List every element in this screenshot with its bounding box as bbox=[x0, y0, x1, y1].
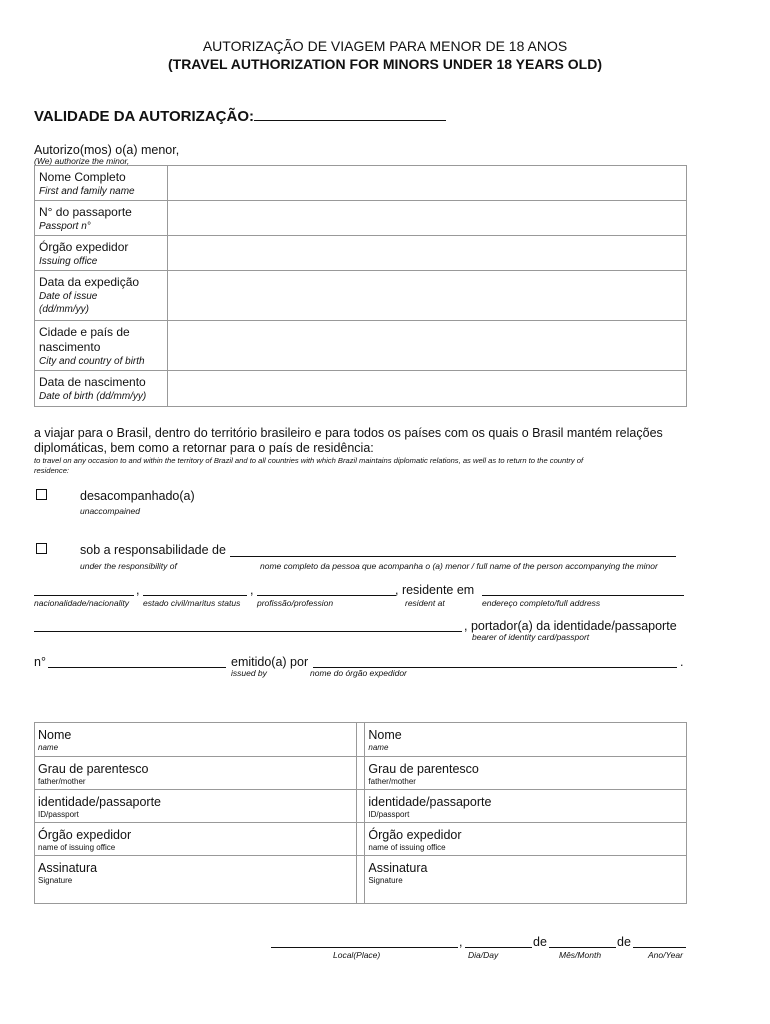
unaccompanied-label-en: unaccompained bbox=[80, 506, 141, 516]
cell-label-en: name bbox=[368, 743, 389, 752]
parent1-signature-cell[interactable] bbox=[35, 856, 357, 904]
table-row bbox=[35, 201, 687, 236]
profession-field[interactable] bbox=[257, 595, 396, 596]
travel-text-en-line2: residence: bbox=[34, 466, 70, 475]
day-label: Dia/Day bbox=[468, 950, 499, 960]
table-row bbox=[35, 371, 687, 407]
address-field[interactable] bbox=[482, 595, 684, 596]
column-gap bbox=[356, 856, 365, 904]
column-gap bbox=[356, 823, 365, 856]
de-2: de bbox=[617, 935, 631, 949]
issuing-office-field[interactable] bbox=[168, 236, 687, 271]
birthplace-field[interactable] bbox=[168, 321, 687, 371]
column-gap bbox=[356, 723, 365, 757]
place-comma: , bbox=[459, 935, 463, 949]
row-label bbox=[35, 371, 168, 407]
signatories-table bbox=[34, 722, 687, 904]
full-name-field[interactable] bbox=[168, 166, 687, 201]
validity-field[interactable] bbox=[254, 108, 446, 121]
cell-label-en: name of issuing office bbox=[368, 843, 446, 852]
table-row bbox=[35, 723, 687, 757]
place-label: Local(Place) bbox=[333, 950, 381, 960]
label-en: Date of issue bbox=[39, 291, 98, 302]
place-field[interactable] bbox=[271, 947, 458, 948]
document-number-field[interactable] bbox=[48, 667, 226, 668]
month-label: Mês/Month bbox=[559, 950, 602, 960]
number-label: n° bbox=[34, 655, 46, 669]
column-gap bbox=[356, 790, 365, 823]
document-title: AUTORIZAÇÃO DE VIAGEM PARA MENOR DE 18 ANOS bbox=[202, 38, 568, 54]
document-subtitle: (TRAVEL AUTHORIZATION FOR MINORS UNDER 18 YEARS OLD) bbox=[167, 56, 602, 72]
label-en-format: (dd/mm/yy) bbox=[39, 304, 89, 315]
bearer-label: , portador(a) da identidade/passaporte bbox=[464, 619, 677, 633]
row-label bbox=[35, 236, 168, 271]
issued-by-label-en: issued by bbox=[231, 668, 267, 678]
travel-text-line1: a viajar para o Brasil, dentro do território brasileiro e para todos os países com os quais o Brasil mantém relações bbox=[34, 426, 663, 440]
column-gap bbox=[356, 757, 365, 790]
label-pt: N° do passaporte bbox=[39, 205, 132, 219]
issued-by-label: emitido(a) por bbox=[231, 655, 309, 669]
cell-label-en: name bbox=[38, 743, 59, 752]
cell-label-en: ID/passport bbox=[38, 810, 79, 819]
profession-label: profissão/profession bbox=[257, 598, 334, 608]
issue-date-field[interactable] bbox=[168, 271, 687, 321]
table-row bbox=[35, 321, 687, 371]
row-label bbox=[35, 321, 168, 371]
parent2-id-cell[interactable] bbox=[365, 790, 687, 823]
companion-name-field[interactable] bbox=[230, 556, 676, 557]
resident-label-en: resident at bbox=[405, 598, 445, 608]
minor-info-table bbox=[34, 165, 687, 407]
row-label bbox=[35, 271, 168, 321]
label-pt: Data da expedição bbox=[39, 275, 140, 289]
comma-sep-1: , bbox=[136, 583, 140, 597]
resident-label: , residente em bbox=[395, 583, 475, 597]
bearer-name-field[interactable] bbox=[34, 631, 462, 632]
de-1: de bbox=[533, 935, 547, 949]
cell-label-en: father/mother bbox=[38, 777, 86, 786]
year-label: Ano/Year bbox=[648, 950, 683, 960]
passport-number-field[interactable] bbox=[168, 201, 687, 236]
intro-text: Autorizo(mos) o(a) menor, bbox=[34, 143, 180, 157]
cell-label: Nome bbox=[368, 728, 402, 742]
nationality-field[interactable] bbox=[34, 595, 134, 596]
cell-label: identidade/passaporte bbox=[368, 795, 492, 809]
label-pt: Órgão expedidor bbox=[39, 240, 129, 254]
table-row bbox=[35, 757, 687, 790]
label-en: City and country of birth bbox=[39, 356, 145, 367]
cell-label: Assinatura bbox=[38, 861, 98, 875]
label-en: Issuing office bbox=[39, 256, 98, 267]
cell-label-en: Signature bbox=[368, 876, 403, 885]
table-row bbox=[35, 790, 687, 823]
label-en: Date of birth (dd/mm/yy) bbox=[39, 391, 147, 402]
cell-label-en: ID/passport bbox=[368, 810, 410, 819]
travel-text-en-line1: to travel on any occasion to and within the territory of Brazil and to all countries with which Brazil maintains diplomatic relations, as well as to return to the country of bbox=[34, 456, 584, 465]
travel-text-line2: diplomáticas, bem como a retornar para o país de residência: bbox=[34, 441, 374, 455]
companion-name-hint: nome completo da pessoa que acompanha o (a) menor / full name of the person accompanying the minor bbox=[260, 561, 658, 571]
year-field[interactable] bbox=[633, 947, 686, 948]
address-label: endereço completo/full address bbox=[482, 598, 601, 608]
label-pt: Nome Completo bbox=[39, 170, 126, 184]
responsibility-label-en: under the responsibility of bbox=[80, 561, 177, 571]
label-en: First and family name bbox=[39, 186, 135, 197]
parent1-id-cell[interactable] bbox=[35, 790, 357, 823]
validity-row bbox=[34, 108, 446, 125]
birth-date-field[interactable] bbox=[168, 371, 687, 407]
cell-label-en: name of issuing office bbox=[38, 843, 116, 852]
cell-label: Assinatura bbox=[368, 861, 428, 875]
label-en: Passport n° bbox=[39, 221, 91, 232]
table-row bbox=[35, 823, 687, 856]
issuer-label: nome do órgão expedidor bbox=[310, 668, 407, 678]
cell-label: Grau de parentesco bbox=[38, 762, 149, 776]
parent2-relation-cell[interactable] bbox=[365, 757, 687, 790]
month-field[interactable] bbox=[549, 947, 616, 948]
responsibility-label: sob a responsabilidade de bbox=[80, 543, 226, 557]
intro-text-en: (We) authorize the minor, bbox=[34, 156, 130, 166]
table-row bbox=[35, 856, 687, 904]
label-pt: Data de nascimento bbox=[39, 375, 146, 389]
bearer-label-en: bearer of identity card/passport bbox=[472, 632, 590, 642]
table-row bbox=[35, 166, 687, 201]
table-row bbox=[35, 271, 687, 321]
civil-status-label: estado civil/maritus status bbox=[143, 598, 241, 608]
unaccompanied-checkbox[interactable] bbox=[36, 489, 47, 500]
cell-label: identidade/passaporte bbox=[38, 795, 162, 809]
validity-label: VALIDADE DA AUTORIZAÇÃO: bbox=[34, 108, 254, 125]
table-row bbox=[35, 236, 687, 271]
cell-label-en: Signature bbox=[38, 876, 73, 885]
parent1-office-cell[interactable] bbox=[35, 823, 357, 856]
cell-label: Órgão expedidor bbox=[368, 828, 462, 842]
comma-sep-2: , bbox=[250, 583, 254, 597]
row-label bbox=[35, 166, 168, 201]
cell-label-en: father/mother bbox=[368, 777, 416, 786]
nationality-label: nacionalidade/nacionality bbox=[34, 598, 129, 608]
parent1-name-cell[interactable] bbox=[35, 723, 357, 757]
day-field[interactable] bbox=[465, 947, 532, 948]
label-pt-cont: nascimento bbox=[39, 340, 101, 354]
parent2-name-cell[interactable] bbox=[365, 723, 687, 757]
period: . bbox=[680, 655, 684, 669]
parent2-office-cell[interactable] bbox=[365, 823, 687, 856]
cell-label: Órgão expedidor bbox=[38, 828, 132, 842]
row-label bbox=[35, 201, 168, 236]
cell-label: Nome bbox=[38, 728, 72, 742]
responsibility-checkbox[interactable] bbox=[36, 543, 47, 554]
parent1-relation-cell[interactable] bbox=[35, 757, 357, 790]
parent2-signature-cell[interactable] bbox=[365, 856, 687, 904]
unaccompanied-label: desacompanhado(a) bbox=[80, 489, 195, 503]
label-pt: Cidade e país de bbox=[39, 325, 130, 339]
cell-label: Grau de parentesco bbox=[368, 762, 479, 776]
civil-status-field[interactable] bbox=[143, 595, 247, 596]
